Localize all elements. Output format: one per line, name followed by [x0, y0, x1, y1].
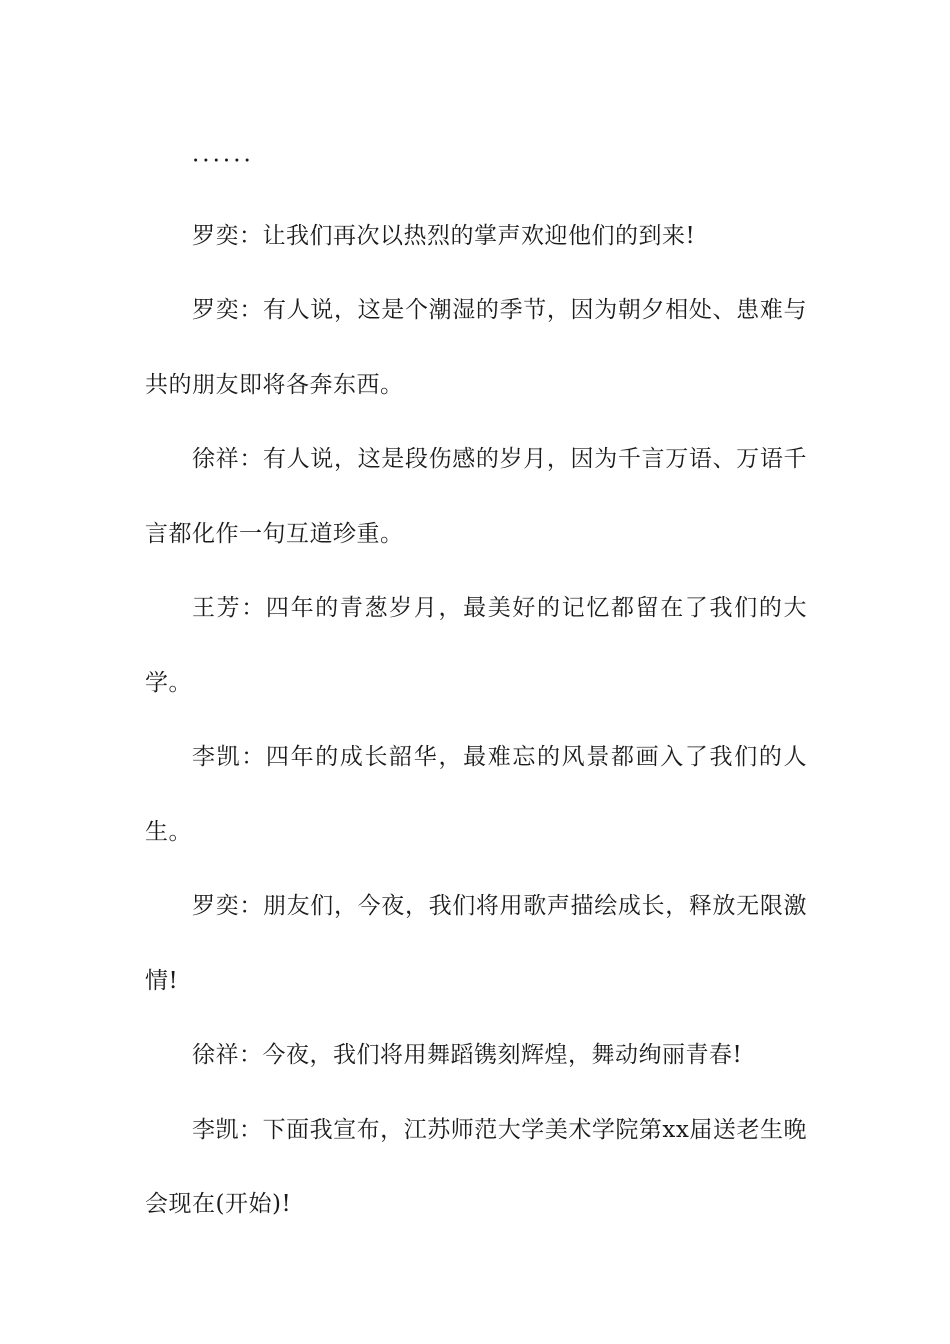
paragraph-wangfang-memories: 王芳：四年的青葱岁月，最美好的记忆都留在了我们的大学。: [145, 595, 807, 696]
paragraph-luoyi-season: 罗奕：有人说，这是个潮湿的季节，因为朝夕相处、患难与共的朋友即将各奔东西。: [145, 297, 807, 398]
paragraph-xuxiang-years: 徐祥：有人说，这是段伤感的岁月，因为千言万语、万语千言都化作一句互道珍重。: [145, 446, 807, 547]
paragraph-luoyi-tonight: 罗奕：朋友们，今夜，我们将用歌声描绘成长，释放无限激情!: [145, 893, 807, 994]
document-body: [145, 124, 807, 1242]
paragraph-luoyi-welcome: 罗奕：让我们再次以热烈的掌声欢迎他们的到来!: [192, 222, 696, 249]
paragraph-likai-growth: 李凯：四年的成长韶华，最难忘的风景都画入了我们的人生。: [145, 744, 807, 845]
paragraph-likai-announcement: 李凯：下面我宣布，江苏师范大学美术学院第xx届送老生晚会现在(开始)!: [145, 1116, 807, 1217]
ellipsis-line: ······: [192, 148, 254, 174]
paragraph-xuxiang-dance: 徐祥：今夜，我们将用舞蹈镌刻辉煌，舞动绚丽青春!: [192, 1042, 743, 1068]
